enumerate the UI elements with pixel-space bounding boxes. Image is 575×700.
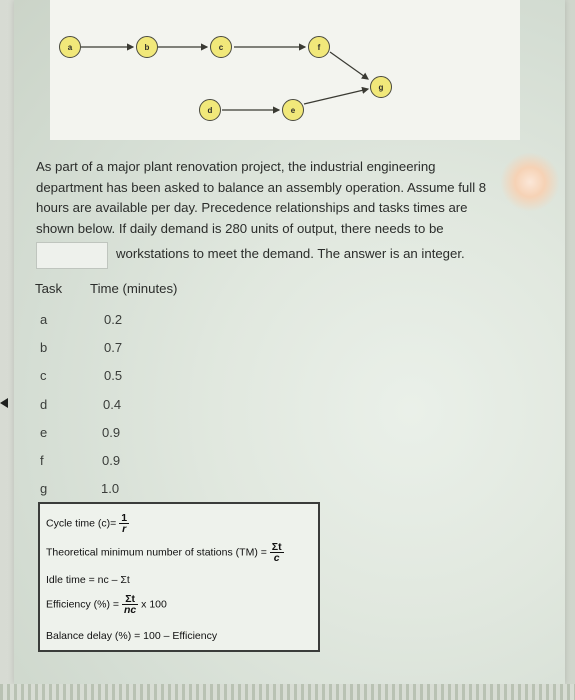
problem-line-4: shown below. If daily demand is 280 units of output, there needs to be: [36, 220, 444, 236]
task-time: 1.0: [101, 481, 120, 496]
problem-statement: [36, 157, 531, 239]
task-time: 0.7: [104, 340, 123, 355]
node-g: g: [370, 76, 392, 98]
node-f: f: [308, 36, 330, 58]
task-time: 0.9: [102, 453, 121, 468]
node-d: d: [199, 99, 221, 121]
node-b: b: [136, 36, 158, 58]
arrow-f-g: [330, 52, 368, 79]
arrow-left-icon: [0, 398, 8, 408]
tm-numerator: Σt: [271, 541, 282, 553]
problem-line-1: As part of a major plant renovation project, the industrial engineering: [36, 159, 436, 174]
task-time: 0.9: [102, 425, 121, 440]
idle-time-formula: Idle time = nc – Σt: [46, 574, 130, 586]
problem-line-3: hours are available per day. Precedence relationships and tasks times are: [36, 200, 468, 215]
answer-input[interactable]: [36, 242, 108, 269]
task-time: 0.5: [104, 368, 123, 383]
efficiency-denominator: nc: [123, 604, 137, 616]
efficiency-formula: [46, 594, 167, 615]
precedence-arrows: [50, 0, 520, 140]
task-label: b: [40, 340, 48, 355]
precedence-diagram: [50, 0, 520, 140]
cycle-time-label: Cycle time (c)=: [46, 517, 117, 530]
task-label: d: [40, 397, 48, 412]
keyboard-edge: [0, 684, 575, 700]
tm-fraction: [270, 542, 284, 563]
tm-denominator: c: [273, 552, 280, 564]
node-a: a: [59, 36, 81, 58]
formula-box: [38, 502, 320, 652]
problem-line-2: department has been asked to balance an assembly operation. Assume full 8: [36, 179, 487, 195]
task-label: a: [40, 312, 48, 327]
task-time: 0.2: [104, 312, 123, 327]
efficiency-tail: x 100: [141, 598, 167, 611]
tm-formula: [46, 542, 284, 563]
efficiency-fraction: [122, 594, 138, 615]
node-e: e: [282, 99, 304, 121]
task-label: g: [40, 481, 48, 496]
cycle-time-formula: [46, 513, 129, 534]
header-task: Task: [35, 281, 63, 296]
task-label: f: [40, 453, 44, 468]
task-time: 0.4: [103, 397, 122, 412]
problem-tail: workstations to meet the demand. The answer is an integer.: [116, 246, 465, 261]
cycle-time-numerator: 1: [121, 512, 128, 524]
task-label: e: [40, 425, 48, 440]
cycle-time-denominator: r: [122, 523, 127, 535]
node-c: c: [210, 36, 232, 58]
cycle-time-fraction: [119, 513, 129, 534]
efficiency-numerator: Σt: [122, 594, 138, 605]
tm-label: Theoretical minimum number of stations (TM) =: [46, 546, 267, 559]
task-label: c: [40, 368, 47, 383]
balance-delay-formula: Balance delay (%) = 100 – Efficiency: [46, 630, 218, 642]
efficiency-label: Efficiency (%) =: [46, 598, 120, 611]
arrow-e-g: [304, 89, 368, 104]
header-time: Time (minutes): [90, 281, 178, 296]
